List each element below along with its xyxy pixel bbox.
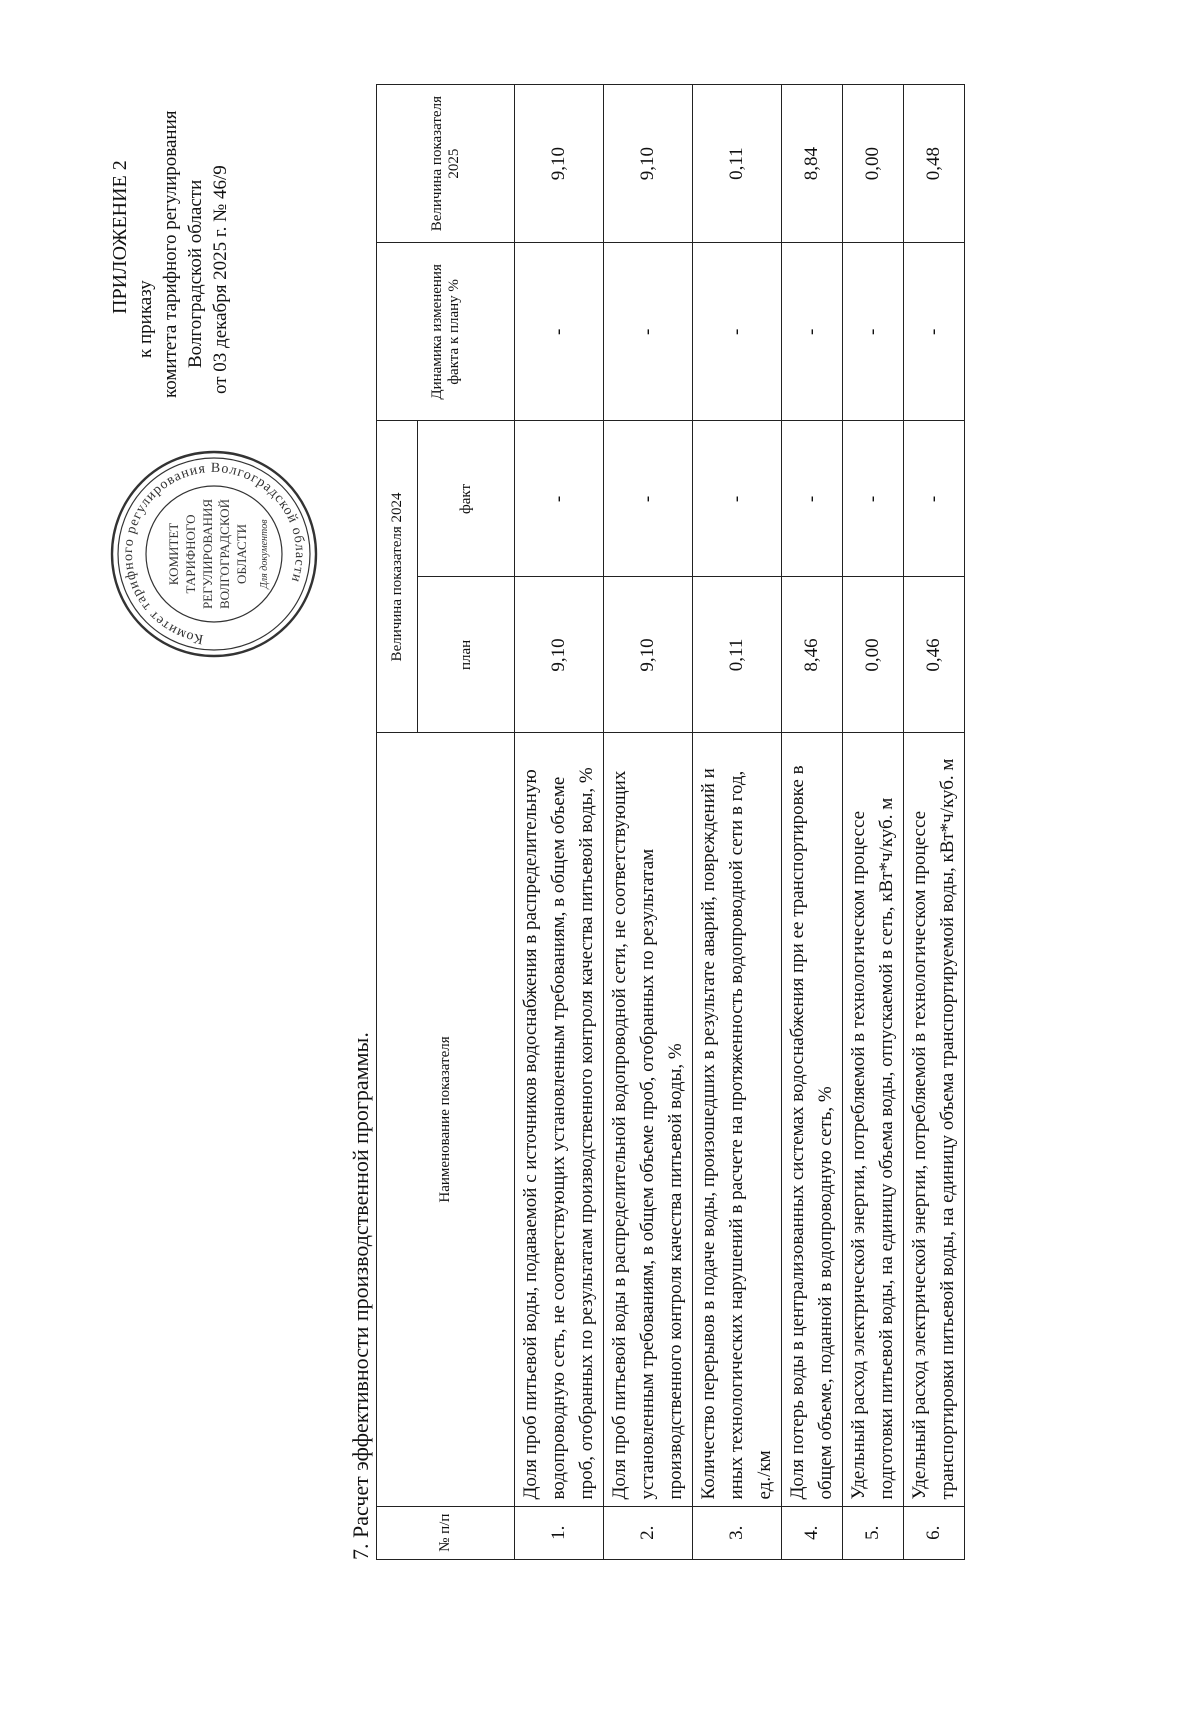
row-number: 2.: [604, 1506, 693, 1559]
table-row: [904, 85, 965, 1560]
value-fact-2024: -: [904, 421, 965, 577]
value-2025: 0,48: [904, 85, 965, 243]
value-fact-2024: -: [693, 421, 782, 577]
row-number: 1.: [515, 1506, 604, 1559]
value-plan-2024: 9,10: [604, 577, 693, 733]
value-2025: 9,10: [515, 85, 604, 243]
row-number: 5.: [843, 1506, 904, 1559]
value-dynamics: -: [904, 243, 965, 421]
indicator-name: Доля потерь воды в централизованных системах водоснабжения при ее транспортировке в общем объеме, поданной в водопроводную сеть, %: [782, 733, 843, 1506]
document-header: [108, 38, 233, 398]
indicator-name: Доля проб питьевой воды, подаваемой с источников водоснабжения в распределительную водопроводную сеть, не соответствующих установленным требованиям, в общем объеме проб, отобранных по результатам производственного контроля качества питьевой воды, %: [515, 733, 604, 1506]
value-2025: 9,10: [604, 85, 693, 243]
seal-center-line: КОМИТЕТ: [166, 522, 181, 586]
header-line-committee: комитета тарифного регулирования: [160, 110, 181, 398]
official-seal: [108, 448, 320, 660]
value-2025: 8,84: [782, 85, 843, 243]
table-row: [693, 85, 782, 1560]
table-row: [843, 85, 904, 1560]
table-row: [515, 85, 604, 1560]
value-plan-2024: 0,00: [843, 577, 904, 733]
indicator-name: Доля проб питьевой воды в распределительной водопроводной сети, не соответствующих установленным требованиям, в общем объеме проб, отобранных по результатам производственного контроля качества питьевой воды, %: [604, 733, 693, 1506]
value-dynamics: -: [782, 243, 843, 421]
value-plan-2024: 9,10: [515, 577, 604, 733]
seal-sub-text: Для документов: [259, 519, 270, 589]
value-fact-2024: -: [604, 421, 693, 577]
table-row: [604, 85, 693, 1560]
value-2025: 0,11: [693, 85, 782, 243]
value-fact-2024: -: [843, 421, 904, 577]
header-plan: план: [418, 577, 515, 733]
header-value-2025: Величина показателя 2025: [377, 85, 515, 243]
seal-ring-text: Комитет тарифного регулирования Волгоградской области: [120, 460, 308, 647]
header-name: Наименование показателя: [377, 733, 515, 1506]
row-number: 6.: [904, 1506, 965, 1559]
header-value-2024: Величина показателя 2024: [377, 421, 418, 733]
seal-center-line: ВОЛГОГРАДСКОЙ: [217, 499, 232, 609]
header-num: № п/п: [377, 1506, 515, 1559]
efficiency-table: [376, 84, 965, 1560]
header-line-region: Волгоградской области: [185, 179, 206, 368]
seal-center-line: РЕГУЛИРОВАНИЯ: [200, 498, 215, 610]
value-2025: 0,00: [843, 85, 904, 243]
indicator-name: Количество перерывов в подаче воды, произошедших в результате аварий, повреждений и иных технологических нарушений в расчете на протяженность водопроводной сети в год, ед./км: [693, 733, 782, 1506]
indicator-name: Удельный расход электрической энергии, потребляемой в технологическом процессе транспортировки питьевой воды, на единицу объема транспортируемой воды, кВт*ч/куб. м: [904, 733, 965, 1506]
value-dynamics: -: [843, 243, 904, 421]
value-plan-2024: 0,46: [904, 577, 965, 733]
table-row: [782, 85, 843, 1560]
indicator-name: Удельный расход электрической энергии, потребляемой в технологическом процессе подготовки питьевой воды, на единицу объема воды, отпускаемой в сеть, кВт*ч/куб. м: [843, 733, 904, 1506]
value-fact-2024: -: [782, 421, 843, 577]
header-dynamics: Динамика изменения факта к плану %: [377, 243, 515, 421]
value-dynamics: -: [604, 243, 693, 421]
row-number: 3.: [693, 1506, 782, 1559]
seal-center-line: ОБЛАСТИ: [234, 523, 249, 585]
value-fact-2024: -: [515, 421, 604, 577]
value-plan-2024: 0,11: [693, 577, 782, 733]
row-number: 4.: [782, 1506, 843, 1559]
appendix-title: ПРИЛОЖЕНИЕ 2: [109, 160, 131, 314]
header-line-order: к приказу: [135, 280, 156, 358]
value-plan-2024: 8,46: [782, 577, 843, 733]
value-dynamics: -: [515, 243, 604, 421]
section-title: 7. Расчет эффективности производственной программы.: [348, 1032, 373, 1560]
value-dynamics: -: [693, 243, 782, 421]
header-line-date: от 03 декабря 2025 г. № 46/9: [210, 165, 231, 394]
seal-center-line: ТАРИФНОГО: [183, 514, 198, 594]
seal-center-text: [166, 499, 270, 609]
header-fact: факт: [418, 421, 515, 577]
